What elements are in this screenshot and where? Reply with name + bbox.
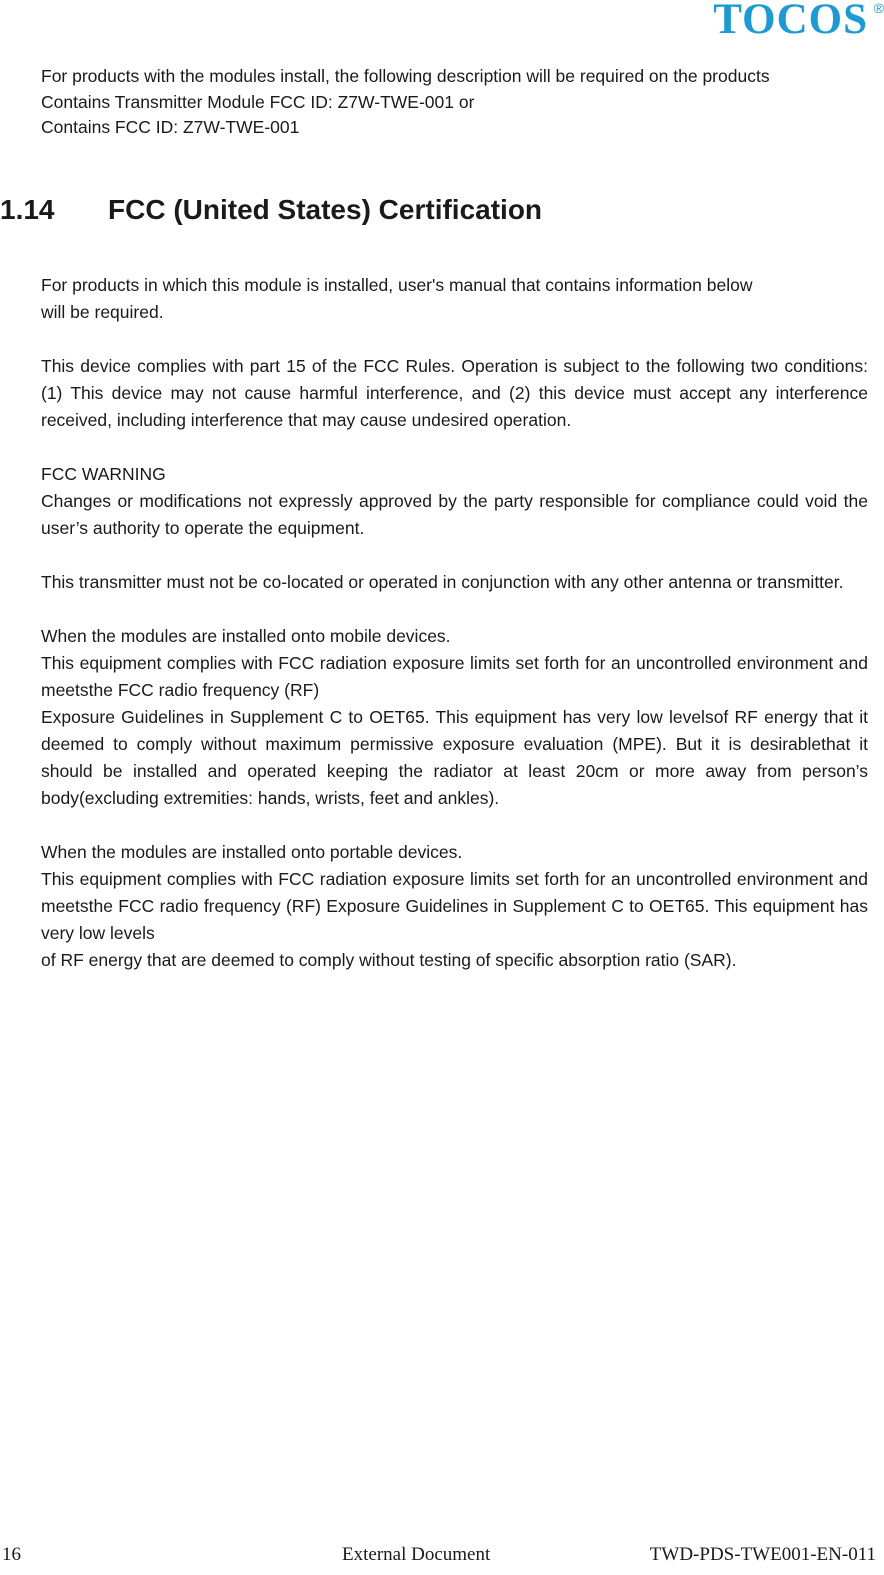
paragraph-part15: This device complies with part 15 of the FCC Rules. Operation is subject to the following two conditions: (1) This device may not cause harmful interference, and (2) this device must accept any interference received, including interference that may cause undesired operation. xyxy=(41,356,868,430)
mobile-devices-title: When the modules are installed onto mobile devices. xyxy=(41,626,451,646)
intro-line-3: Contains FCC ID: Z7W-TWE-001 xyxy=(41,117,300,137)
document-code: TWD-PDS-TWE001-EN-011 xyxy=(649,1544,876,1565)
paragraph-user-manual: For products in which this module is installed, user's manual that contains information below will be required. xyxy=(41,275,753,322)
fcc-warning-text: Changes or modifications not expressly approved by the party responsible for compliance could void the user’s authority to operate the equipment. xyxy=(41,491,868,538)
paragraph-colocation: This transmitter must not be co-located or operated in conjunction with any other antenna or transmitter. xyxy=(41,572,844,592)
portable-devices-text-1: This equipment complies with FCC radiation exposure limits set forth for an uncontrolled environment and meetsthe FCC radio frequency (RF) Exposure Guidelines in Supplement C to OET65. This equipment has very low levels xyxy=(41,869,868,943)
section-body xyxy=(41,272,868,974)
portable-devices-title: When the modules are installed onto portable devices. xyxy=(41,842,463,862)
tocos-logo: TOCOS xyxy=(713,0,868,43)
portable-devices-text-2: of RF energy that are deemed to comply without testing of specific absorption ratio (SAR). xyxy=(41,950,737,970)
intro-line-1: For products with the modules install, the following description will be required on the products xyxy=(41,66,770,86)
intro-line-2: Contains Transmitter Module FCC ID: Z7W-TWE-001 or xyxy=(41,91,475,112)
section-number: 1.14 xyxy=(0,194,55,225)
fcc-warning-title: FCC WARNING xyxy=(41,464,166,484)
mobile-devices-text-1: This equipment complies with FCC radiation exposure limits set forth for an uncontrolled environment and meetsthe FCC radio frequency (RF) xyxy=(41,653,868,700)
intro-block xyxy=(41,64,871,141)
registered-mark: ® xyxy=(873,0,884,16)
section-heading xyxy=(0,190,542,230)
section-title: FCC (United States) Certification xyxy=(108,194,543,225)
page-number: 16 xyxy=(2,1544,21,1565)
document-type: External Document xyxy=(342,1544,491,1565)
mobile-devices-text-2: Exposure Guidelines in Supplement C to OET65. This equipment has very low levelsof RF energy that it deemed to comply without maximum permissive exposure evaluation (MPE). But it is desirablethat it should be installed and operated keeping the radiator at least 20cm or more away from person’s body(excluding extremities: hands, wrists, feet and ankles). xyxy=(41,707,868,808)
